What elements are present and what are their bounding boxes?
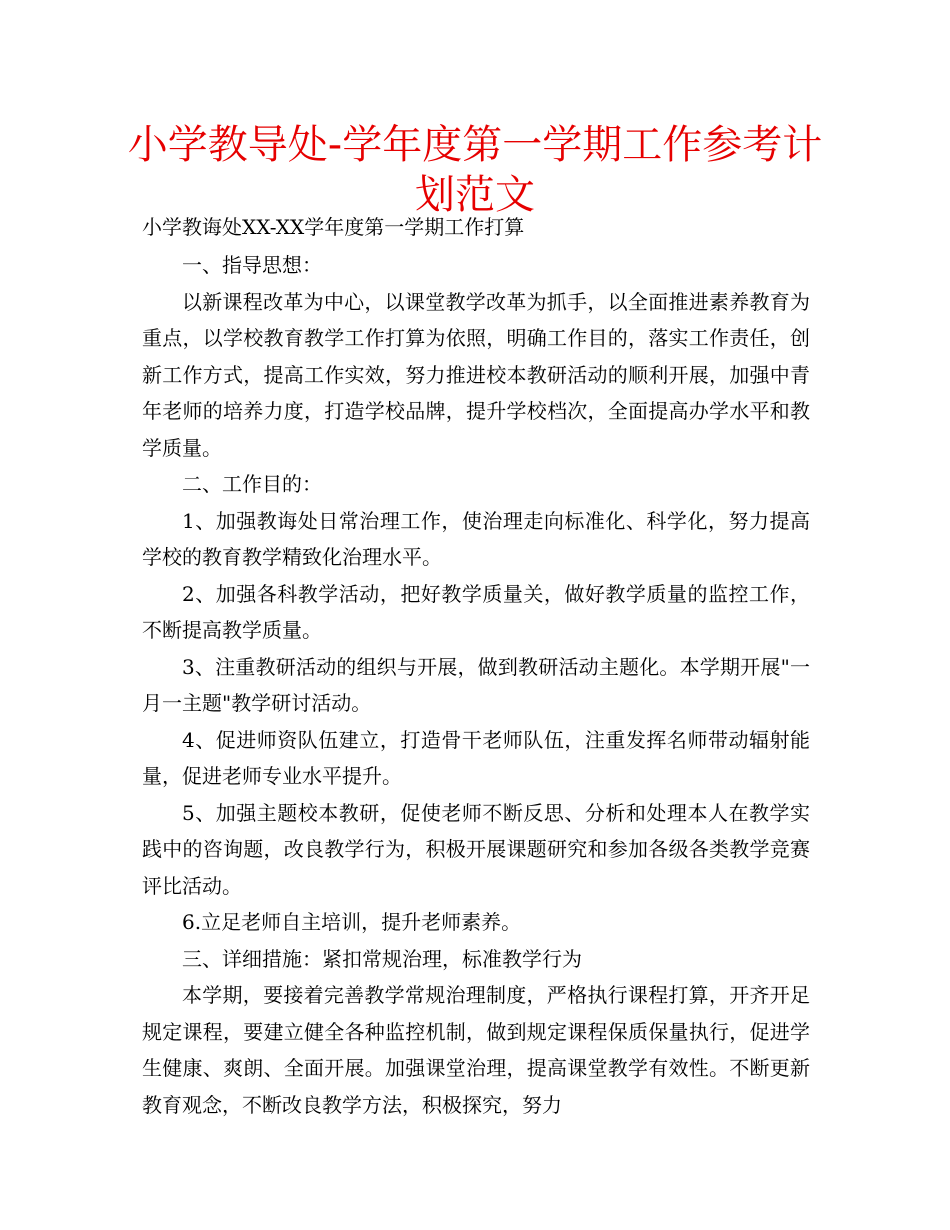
goal-item-6: 6.立足老师自主培训，提升老师素养。 [182, 910, 522, 934]
section-heading-guiding-thought: 一、指导思想： [182, 253, 322, 277]
goal-item-2: 2、加强各科教学活动，把好教学质量关，做好教学质量的监控工作，不断提高教学质量。 [142, 581, 810, 642]
document-title: 小学教导处-学年度第一学期工作参考计划范文 [127, 122, 823, 218]
goal-item-3: 3、注重教研活动的组织与开展，做到教研活动主题化。本学期开展"一月一主题"教学研讨活动。 [142, 654, 810, 715]
section-heading-measures: 三、详细措施：紧扣常规治理，标准教学行为 [182, 946, 582, 971]
goal-item-5: 5、加强主题校本教研，促使老师不断反思、分析和处理本人在教学实践中的咨询题，改良教学行为，积极开展课题研究和参加各级各类教学竞赛评比活动。 [142, 800, 810, 898]
goal-item-4: 4、促进师资队伍建立，打造骨干老师队伍，注重发挥名师带动辐射能量，促进老师专业水平提升。 [142, 727, 810, 788]
section-heading-work-goals: 二、工作目的： [182, 472, 322, 496]
goal-item-1: 1、加强教诲处日常治理工作，使治理走向标准化、科学化，努力提高学校的教育教学精致化治理水平。 [142, 508, 810, 569]
document-body [142, 247, 810, 1123]
paragraph-guiding-thought: 以新课程改革为中心，以课堂教学改革为抓手，以全面推进素养教育为重点，以学校教育教学工作打算为依照，明确工作目的，落实工作责任，创新工作方式，提高工作实效，努力推进校本教研活动的顺利开展，加强中青年老师的培养力度，打造学校品牌，提升学校档次，全面提高办学水平和教学质量。 [142, 289, 810, 460]
paragraph-measures: 本学期，要接着完善教学常规治理制度，严格执行课程打算，开齐开足规定课程，要建立健全各种监控机制，做到规定课程保质保量执行，促进学生健康、爽朗、全面开展。加强课堂治理，提高课堂教学有效性。不断更新教育观念，不断改良教学方法，积极探究，努力 [142, 983, 810, 1117]
document-subtitle: 小学教诲处XX-XX学年度第一学期工作打算 [142, 215, 525, 239]
